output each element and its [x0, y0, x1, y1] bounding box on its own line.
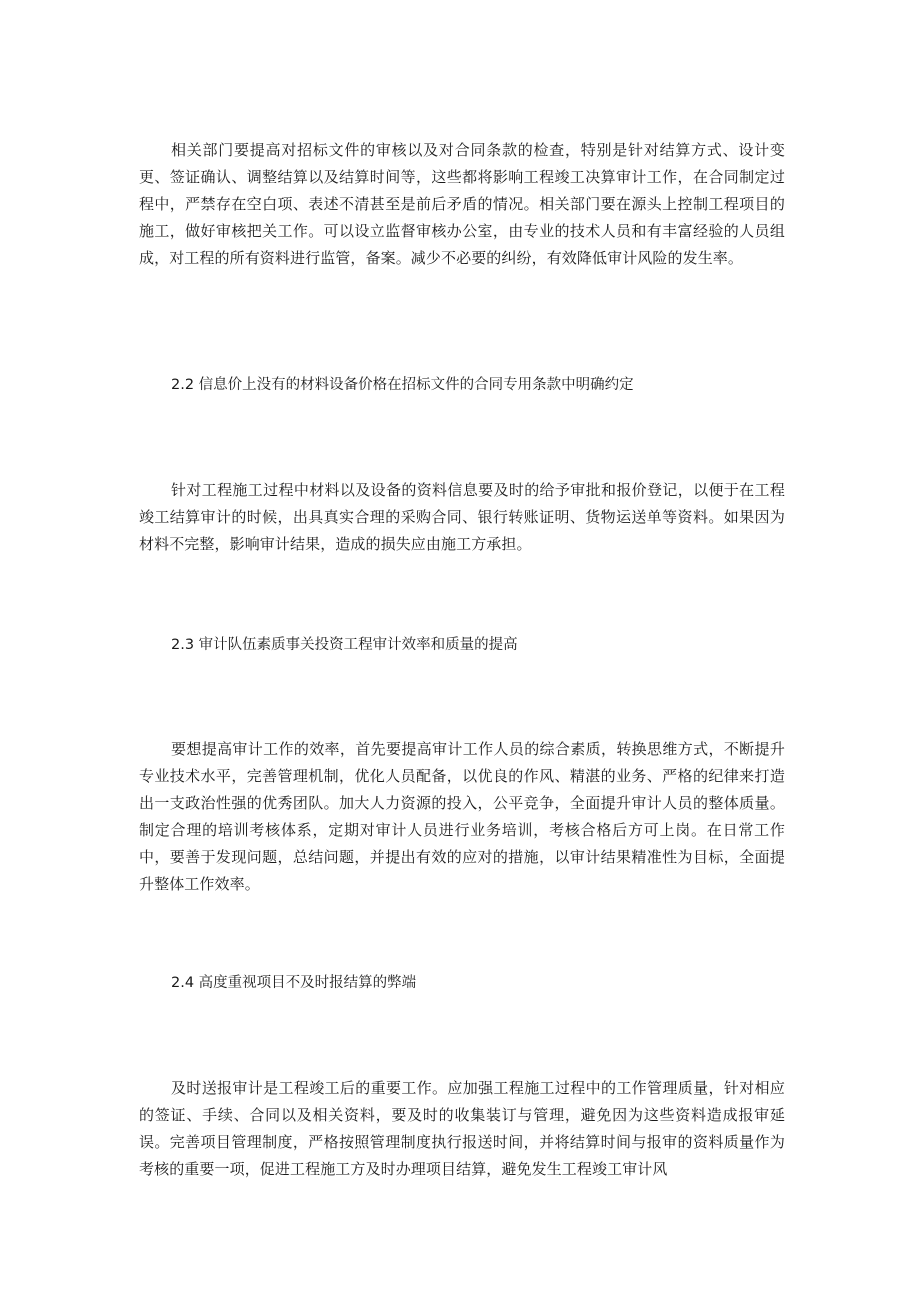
section-heading: 2.2 信息价上没有的材料设备价格在招标文件的合同专用条款中明确约定 — [171, 377, 634, 393]
body-paragraph: 要想提高审计工作的效率，首先要提高审计工作人员的综合素质，转换思维方式，不断提升专业技术水平，完善管理机制，优化人员配备，以优良的作风、精湛的业务、严格的纪律来打造出一支政治性强的优秀团队。加大人力资源的投入，公平竞争，全面提升审计人员的整体质量。制定合理的培训考核体系，定期对审计人员进行业务培训，考核合格后方可上岗。在日常工作中，要善于发现问题，总结问题，并提出有效的应对的措施，以审计结果精准性为目标，全面提升整体工作效率。 — [139, 740, 785, 893]
section-heading: 2.3 审计队伍素质事关投资工程审计效率和质量的提高 — [171, 637, 518, 653]
body-paragraph: 针对工程施工过程中材料以及设备的资料信息要及时的给予审批和报价登记，以便于在工程竣工结算审计的时候，出具真实合理的采购合同、银行转账证明、货物运送单等资料。如果因为材料不完整，影响审计结果，造成的损失应由施工方承担。 — [139, 481, 785, 553]
body-paragraph: 及时送报审计是工程竣工后的重要工作。应加强工程施工过程中的工作管理质量，针对相应的签证、手续、合同以及相关资料，要及时的收集装订与管理，避免因为这些资料造成报审延误。完善项目管理制度，严格按照管理制度执行报送时间，并将结算时间与报审的资料质量作为考核的重要一项，促进工程施工方及时办理项目结算，避免发生工程竣工审计风 — [139, 1079, 785, 1178]
body-paragraph: 相关部门要提高对招标文件的审核以及对合同条款的检查，特别是针对结算方式、设计变更、签证确认、调整结算以及结算时间等，这些都将影响工程竣工决算审计工作，在合同制定过程中，严禁存在空白项、表述不清甚至是前后矛盾的情况。相关部门要在源头上控制工程项目的施工，做好审核把关工作。可以设立监督审核办公室，由专业的技术人员和有丰富经验的人员组成，对工程的所有资料进行监管，备案。减少不必要的纠纷，有效降低审计风险的发生率。 — [139, 141, 785, 267]
section-heading: 2.4 高度重视项目不及时报结算的弊端 — [171, 975, 417, 991]
